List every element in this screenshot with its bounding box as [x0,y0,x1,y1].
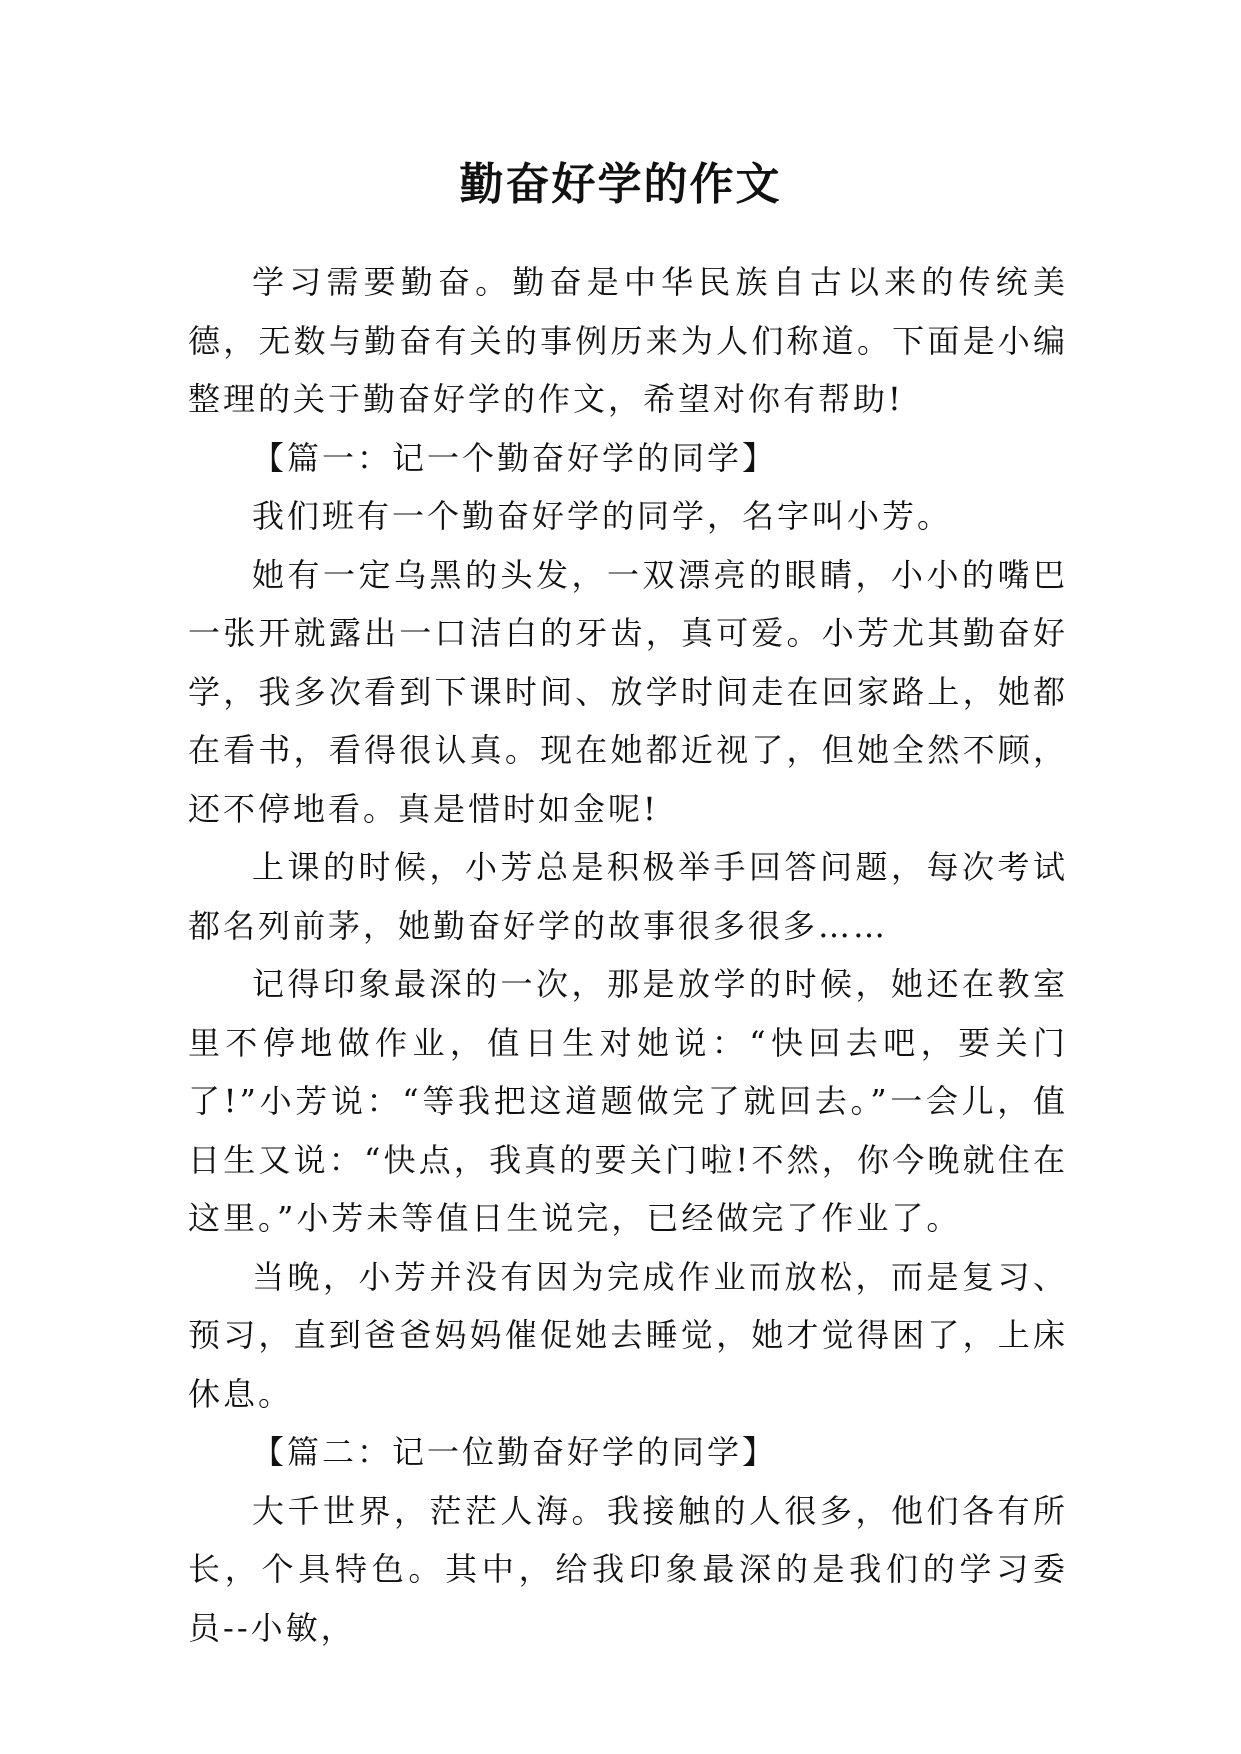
section-heading-2: 【篇二：记一位勤奋好学的同学】 [252,1433,778,1471]
paragraph: 她有一定乌黑的头发，一双漂亮的眼睛，小小的嘴巴一张开就露出一口洁白的牙齿，真可爱。小芳尤其勤奋好学，我多次看到下课时间、放学时间走在回家路上，她都在看书，看得很认真。现在她都近视了，但她全然不顾，还不停地看。真是惜时如金呢! [188,555,1068,828]
document-title: 勤奋好学的作文 [459,159,782,210]
paragraph: 大千世界，茫茫人海。我接触的人很多，他们各有所长，个具特色。其中，给我印象最深的是我们的学习委员--小敏， [188,1491,1068,1647]
paragraph: 我们班有一个勤奋好学的同学，名字叫小芳。 [252,497,953,535]
document-body [188,253,1068,1657]
paragraph: 上课的时候，小芳总是积极举手回答问题，每次考试都名列前茅，她勤奋好学的故事很多很多…… [188,848,1068,945]
paragraph: 当晚，小芳并没有因为完成作业而放松，而是复习、预习，直到爸爸妈妈催促她去睡觉，她才觉得困了，上床休息。 [188,1257,1068,1413]
paragraph-intro: 学习需要勤奋。勤奋是中华民族自古以来的传统美德，无数与勤奋有关的事例历来为人们称道。下面是小编整理的关于勤奋好学的作文，希望对你有帮助! [188,263,1068,418]
section-heading-1: 【篇一：记一个勤奋好学的同学】 [252,438,778,477]
paragraph: 记得印象最深的一次，那是放学的时候，她还在教室里不停地做作业，值日生对她说：“快回去吧，要关门了!”小芳说：“等我把这道题做完了就回去。”一会儿，值日生又说：“快点，我真的要关门啦!不然，你今晚就住在这里。”小芳未等值日生说完，已经做完了作业了。 [188,965,1068,1237]
